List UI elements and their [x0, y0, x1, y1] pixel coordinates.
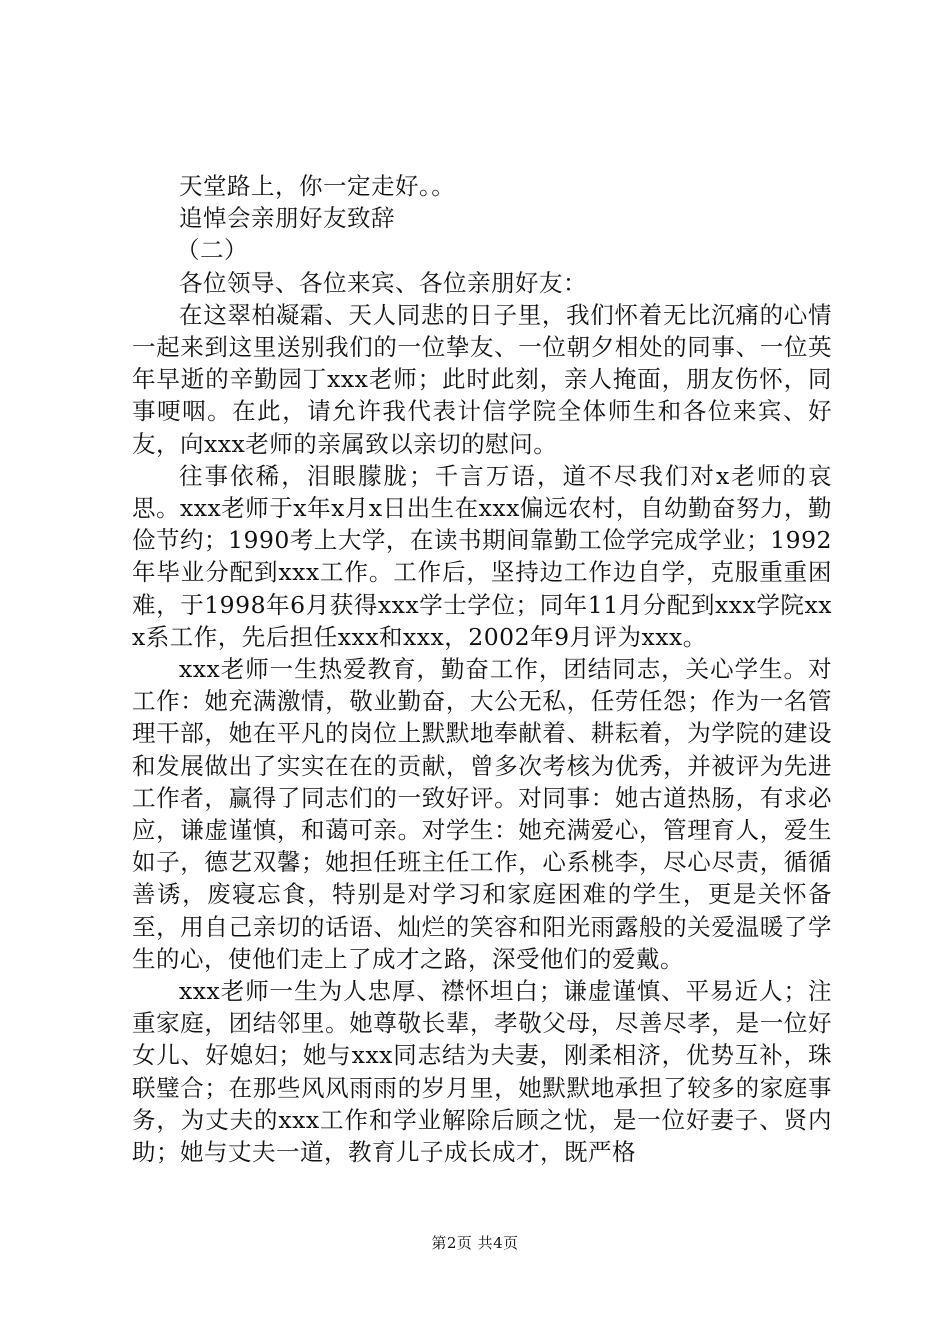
page-footer: 第2页 共4页 — [431, 1234, 519, 1252]
section-title: 追悼会亲朋好友致辞 — [179, 204, 395, 233]
paragraph-biography: 往事依稀，泪眼朦胧；千言万语，道不尽我们对x老师的哀思。xxx老师于x年x月x日出生在xxx偏远农村，自幼勤奋努力，勤俭节约；1990考上大学，在读书期间靠勤工俭学完成学业；1992年毕业分配到xxx工作。工作后，坚持边工作边自学，克服重重困难，于1998年6月获得xxx学士学位；同年11月分配到xxx学院xxx系工作，先后担任xxx和xxx，2002年9月评为xxx。 — [132, 461, 832, 651]
closing-line: 天堂路上，你一定走好。。 — [179, 172, 456, 200]
section-number: （二） — [176, 236, 248, 265]
document-body — [132, 170, 832, 1168]
paragraph-opening: 在这翠柏凝霜、天人同悲的日子里，我们怀着无比沉痛的心情一起来到这里送别我们的一位挚友、一位朝夕相处的同事、一位英年早逝的辛勤园丁xxx老师；此时此刻，亲人掩面，朋友伤怀，同事哽咽。在此，请允许我代表计信学院全体师生和各位来宾、好友，向xxx老师的亲属致以亲切的慰问。 — [132, 300, 832, 458]
paragraph-work: xxx老师一生热爱教育，勤奋工作，团结同志，关心学生。对工作：她充满激情，敬业勤奋，大公无私，任劳任怨；作为一名管理干部，她在平凡的岗位上默默地奉献着、耕耘着，为学院的建设和发展做出了实实在在的贡献，曾多次考核为优秀，并被评为先进工作者，赢得了同志们的一致好评。对同事：她古道热肠，有求必应，谦虚谨慎，和蔼可亲。对学生：她充满爱心，管理育人，爱生如子，德艺双馨；她担任班主任工作，心系桃李，尽心尽责，循循善诱，废寝忘食，特别是对学习和家庭困难的学生，更是关怀备至，用自己亲切的话语、灿烂的笑容和阳光雨露般的关爱温暖了学生的心，使他们走上了成才之路，深受他们的爱戴。 — [132, 655, 832, 973]
salutation: 各位领导、各位来宾、各位亲朋好友： — [179, 268, 587, 297]
paragraph-family: xxx老师一生为人忠厚、襟怀坦白；谦虚谨慎、平易近人；注重家庭，团结邻里。她尊敬长辈，孝敬父母，尽善尽孝，是一位好女儿、好媳妇；她与xxx同志结为夫妻，刚柔相济，优势互补，珠联璧合；在那些风风雨雨的岁月里，她默默地承担了较多的家庭事务，为丈夫的xxx工作和学业解除后顾之忧，是一位好妻子、贤内助；她与丈夫一道，教育儿子成长成才，既严格 — [132, 977, 832, 1167]
